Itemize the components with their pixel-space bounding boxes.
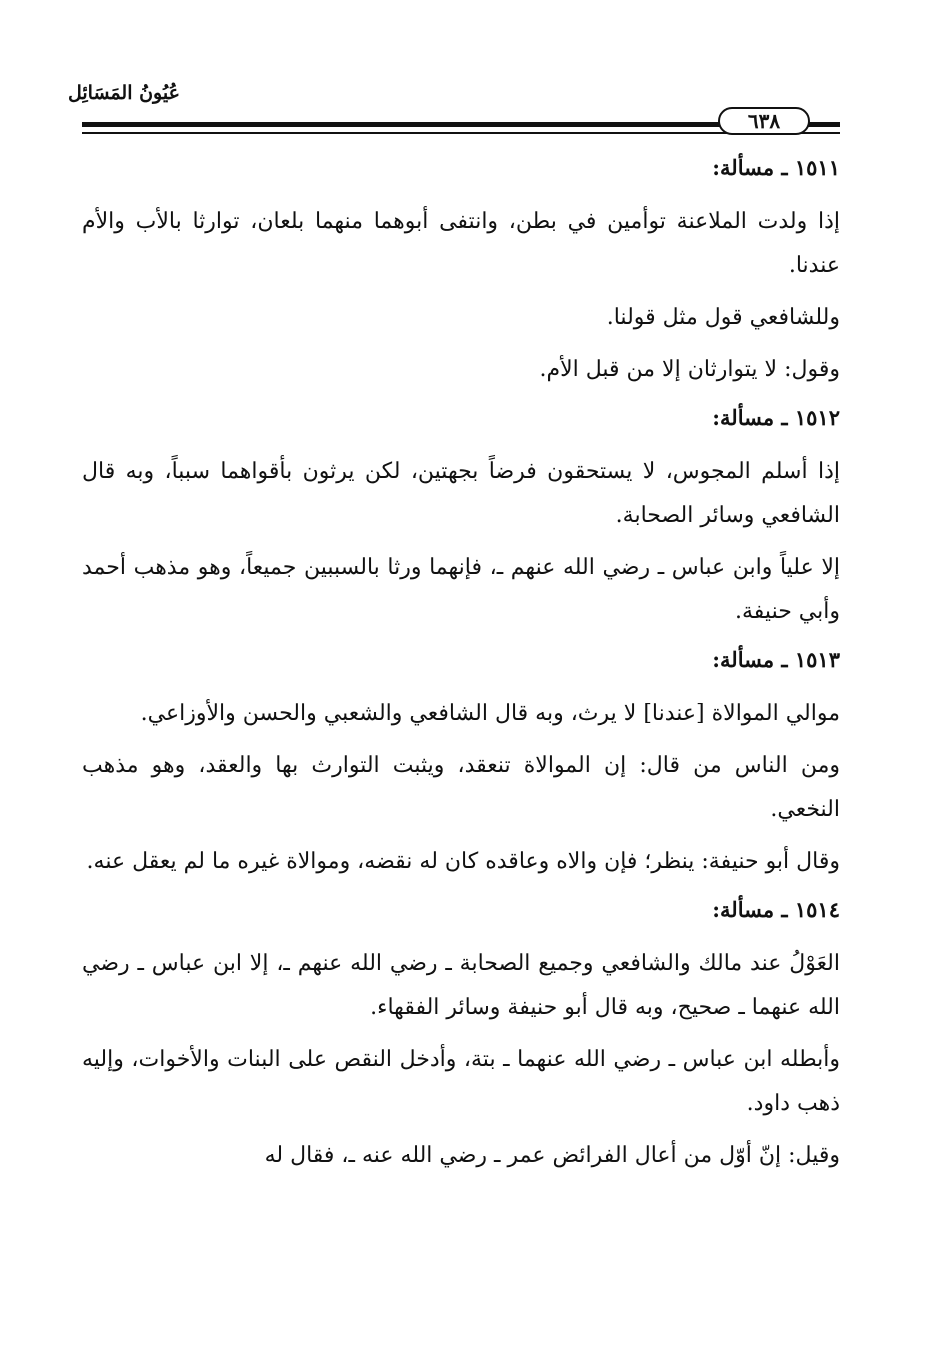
section-heading: ١٥١١ ـ مسألة: [712, 155, 840, 180]
page-body [82, 150, 840, 1186]
running-header-title: عُيُونُ المَسَائِل [68, 82, 180, 104]
paragraph: إذا ولدت الملاعنة توأمين في بطن، وانتفى أبوهما منهما بلعان، توارثا بالأب والأم عندنا. [82, 209, 840, 278]
paragraph: العَوْلُ عند مالك والشافعي وجميع الصحابة ـ رضي الله عنهم ـ، إلا ابن عباس ـ رضي الله عنهما ـ صحيح، وبه قال أبو حنيفة وسائر الفقهاء. [82, 951, 840, 1020]
paragraph: ومن الناس من قال: إن الموالاة تنعقد، ويثبت التوارث بها والعقد، وهو مذهب النخعي. [82, 753, 840, 822]
paragraph: إذا أسلم المجوس، لا يستحقون فرضاً بجهتين، لكن يرثون بأقواهما سبباً، وبه قال الشافعي وسائر الصحابة. [82, 459, 840, 528]
section-heading: ١٥١٤ ـ مسألة: [712, 897, 840, 922]
paragraph: إلا علياً وابن عباس ـ رضي الله عنهم ـ، فإنهما ورثا بالسببين جميعاً، وهو مذهب أحمد وأبي حنيفة. [82, 555, 840, 624]
section-heading: ١٥١٣ ـ مسألة: [712, 647, 840, 672]
paragraph: وقول: لا يتوارثان إلا من قبل الأم. [539, 357, 840, 382]
page-number-badge [718, 107, 810, 135]
paragraph: وقيل: إنّ أوّل من أعال الفرائض عمر ـ رضي الله عنه ـ، فقال له [264, 1143, 840, 1168]
paragraph: موالي الموالاة [عندنا] لا يرث، وبه قال الشافعي والشعبي والحسن والأوزاعي. [140, 701, 840, 726]
paragraph: وقال أبو حنيفة: ينظر؛ فإن والاه وعاقده كان له نقضه، وموالاة غيره ما لم يعقل عنه. [86, 849, 840, 874]
paragraph: وأبطله ابن عباس ـ رضي الله عنهما ـ بتة، وأدخل النقص على البنات والأخوات، وإليه ذهب داود. [82, 1047, 840, 1116]
section-heading: ١٥١٢ ـ مسألة: [712, 405, 840, 430]
page-number: ٦٣٨ [747, 109, 781, 133]
paragraph: وللشافعي قول مثل قولنا. [606, 305, 840, 330]
